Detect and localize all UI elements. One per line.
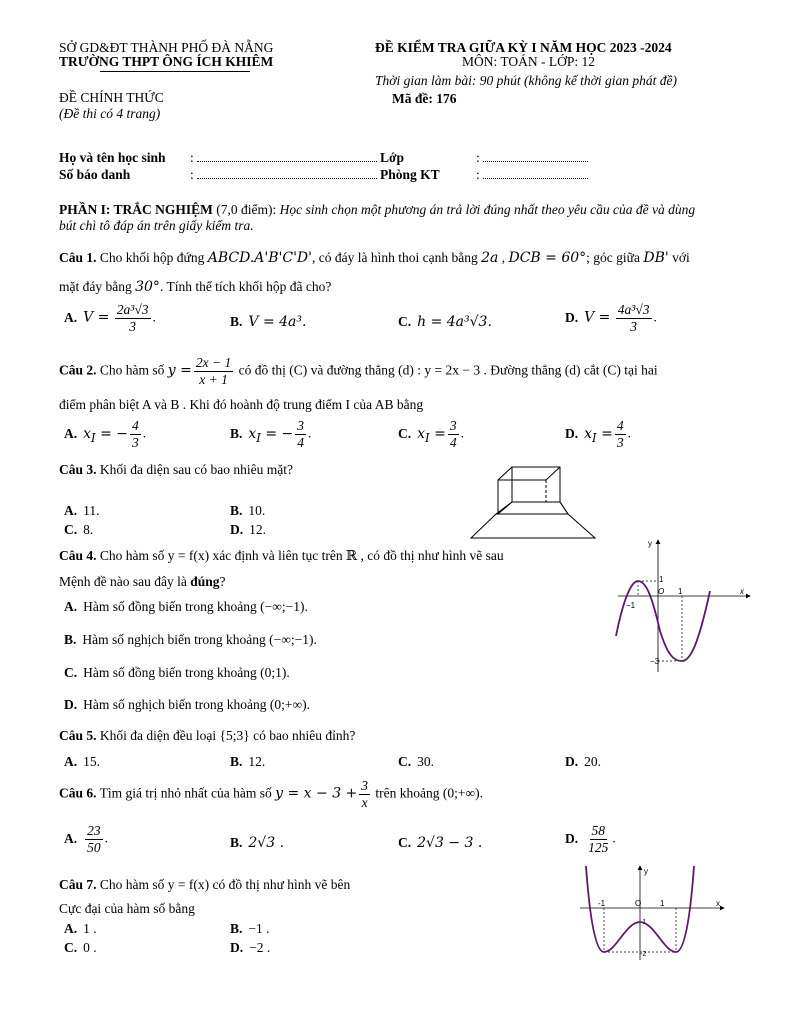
id-colon: : <box>190 167 194 182</box>
q1-option-d[interactable]: D. V = $\frac{\text{4a³√3}}{3}$ . <box>565 302 657 334</box>
q7-graph <box>578 862 728 962</box>
q3-option-a[interactable]: A. 11. <box>64 503 100 518</box>
x-tick-neg1: −1 <box>626 601 636 610</box>
name-label: Họ và tên học sinh <box>59 150 166 165</box>
q6-option-a[interactable]: A. $\frac{23}{50}$ . <box>64 823 108 855</box>
q1-option-b[interactable]: B. V = 4a³. <box>230 314 307 330</box>
exam-title: ĐỀ KIỂM TRA GIỮA KỲ I NĂM HỌC 2023 -2024 <box>375 40 672 55</box>
y-axis-label: y <box>648 539 652 548</box>
edge-2 <box>560 502 568 514</box>
upper-trapezoid <box>496 502 568 514</box>
x-tick-neg1: -1 <box>598 899 606 908</box>
name-field[interactable] <box>197 151 377 162</box>
q5-option-a[interactable]: A. 15. <box>64 754 100 769</box>
box-front <box>512 467 560 502</box>
y-tick-neg3: −3 <box>650 657 660 666</box>
official-label: ĐỀ CHÍNH THỨC <box>59 90 164 105</box>
q7-line2: Cực đại của hàm số bằng <box>59 901 195 916</box>
exam-code: Mã đề: 176 <box>392 91 457 106</box>
y-tick-neg2: -2 <box>640 951 647 958</box>
q6-question: Câu 6. Tìm giá trị nhỏ nhất của hàm số y = x − 3 + $\frac{3}{x}$ trên khoảng (0;+∞). <box>59 778 483 810</box>
q5-option-b[interactable]: B. 12. <box>230 754 266 769</box>
origin-label: O <box>658 587 665 596</box>
q2-option-d[interactable]: D. $x_I$ = $\frac{4}{3}$ . <box>565 418 631 450</box>
q6-option-c[interactable]: C. 2√3 − 3 . <box>398 835 483 851</box>
q6-option-d[interactable]: D. $\frac{58}{125}$ . <box>565 823 616 855</box>
edge-1 <box>498 502 512 514</box>
q7-option-b[interactable]: B. −1 . <box>230 921 270 936</box>
base-outline <box>471 514 595 538</box>
q3-question: Câu 3. Khối đa diện sau có bao nhiêu mặt? <box>59 462 293 477</box>
q6-option-b[interactable]: B. 2√3 . <box>230 835 285 851</box>
class-label: Lớp <box>380 150 404 165</box>
duration: Thời gian làm bài: 90 phút (không kể thời gian phát đề) <box>375 73 678 88</box>
q4-option-a[interactable]: A. Hàm số đồng biến trong khoảng (−∞;−1). <box>64 599 308 614</box>
part1-instruction: Học sinh chọn một phương án trả lời đúng nhất theo yêu cầu của đề và dùng <box>279 202 696 217</box>
q7-option-d[interactable]: D. −2 . <box>230 940 271 955</box>
dept-name: SỞ GD&ĐT THÀNH PHỐ ĐÀ NẴNG <box>59 40 274 55</box>
x-axis-label: x <box>716 899 720 908</box>
q2-line1: Câu 2. Cho hàm số y = $\frac{2x - 1}{x + 1}$ có đồ thị (C) và đường thẳng (d) : y = 2x − 3 . Đường thẳng (d) cắt (C) tại hai <box>59 355 658 387</box>
id-label: Số báo danh <box>59 167 131 182</box>
q4-line2: Mệnh đề nào sau đây là đúng? <box>59 574 226 589</box>
name-colon: : <box>190 150 194 165</box>
y-tick-1: 1 <box>659 575 664 584</box>
q3-option-d[interactable]: D. 12. <box>230 522 266 537</box>
q4-option-c[interactable]: C. Hàm số đồng biến trong khoảng (0;1). <box>64 665 290 680</box>
q2-option-a[interactable]: A. $x_I$ = − $\frac{4}{3}$ . <box>64 418 147 450</box>
subject: MÔN: TOÁN - LỚP: 12 <box>462 54 596 69</box>
part1-points: (7,0 điểm): <box>216 202 277 217</box>
q3-option-c[interactable]: C. 8. <box>64 522 94 537</box>
q2-line2: điểm phân biệt A và B . Khi đó hoành độ trung điểm I của AB bằng <box>59 397 424 412</box>
q4-option-d[interactable]: D. Hàm số nghịch biến trong khoảng (0;+∞). <box>64 697 310 712</box>
q4-option-b[interactable]: B. Hàm số nghịch biến trong khoảng (−∞;−1). <box>64 632 317 647</box>
q4-graph <box>614 536 754 676</box>
x-axis-label: x <box>740 587 744 596</box>
q5-option-d[interactable]: D. 20. <box>565 754 601 769</box>
q5-question: Câu 5. Khối đa diện đều loại {5;3} có bao nhiêu đỉnh? <box>59 728 356 743</box>
q7-option-a[interactable]: A. 1 . <box>64 921 97 936</box>
q7-option-c[interactable]: C. 0 . <box>64 940 97 955</box>
q3-option-b[interactable]: B. 10. <box>230 503 266 518</box>
q2-option-c[interactable]: C. $x_I$ = $\frac{3}{4}$ . <box>398 418 464 450</box>
class-field[interactable] <box>483 151 588 162</box>
part1-instruction-2: bút chì tô đáp án trên giấy kiểm tra. <box>59 218 254 233</box>
q1-option-a[interactable]: A. V = $\frac{\text{2a³√3}}{3}$ . <box>64 302 156 334</box>
header-divider <box>100 71 250 72</box>
room-colon: : <box>476 167 480 182</box>
box-top-back <box>498 467 560 480</box>
id-field[interactable] <box>197 168 377 179</box>
page-count: (Đề thi có 4 trang) <box>59 106 161 121</box>
room-field[interactable] <box>483 168 588 179</box>
part1-title: PHẦN I: TRẮC NGHIỆM <box>59 202 213 217</box>
y-axis-label: y <box>644 867 648 876</box>
q1-option-c[interactable]: C. h = 4a³√3. <box>398 314 492 330</box>
y-tick-neg1: -1 <box>640 919 647 926</box>
q2-option-b[interactable]: B. $x_I$ = − $\frac{3}{4}$ . <box>230 418 312 450</box>
q5-option-c[interactable]: C. 30. <box>398 754 434 769</box>
room-label: Phòng KT <box>380 167 440 182</box>
x-tick-1: 1 <box>678 587 683 596</box>
polyhedron-figure <box>468 462 598 542</box>
q4-line1: Câu 4. Cho hàm số y = f(x) xác định và liên tục trên ℝ , có đồ thị như hình vẽ sau <box>59 548 504 563</box>
q1-line1: Câu 1. Cho khối hộp đứng ABCD.A'B'C'D', có đáy là hình thoi cạnh bằng 2a , DCB = 60°; góc giữa DB' với <box>59 250 690 266</box>
origin-label: O <box>635 899 642 908</box>
class-colon: : <box>476 150 480 165</box>
school-name: TRƯỜNG THPT ÔNG ÍCH KHIÊM <box>59 54 274 69</box>
q1-line2: mặt đáy bằng 30°. Tính thể tích khối hộp đã cho? <box>59 279 332 295</box>
x-tick-1: 1 <box>660 899 665 908</box>
q7-question: Câu 7. Cho hàm số y = f(x) có đồ thị như hình vẽ bên <box>59 877 351 892</box>
